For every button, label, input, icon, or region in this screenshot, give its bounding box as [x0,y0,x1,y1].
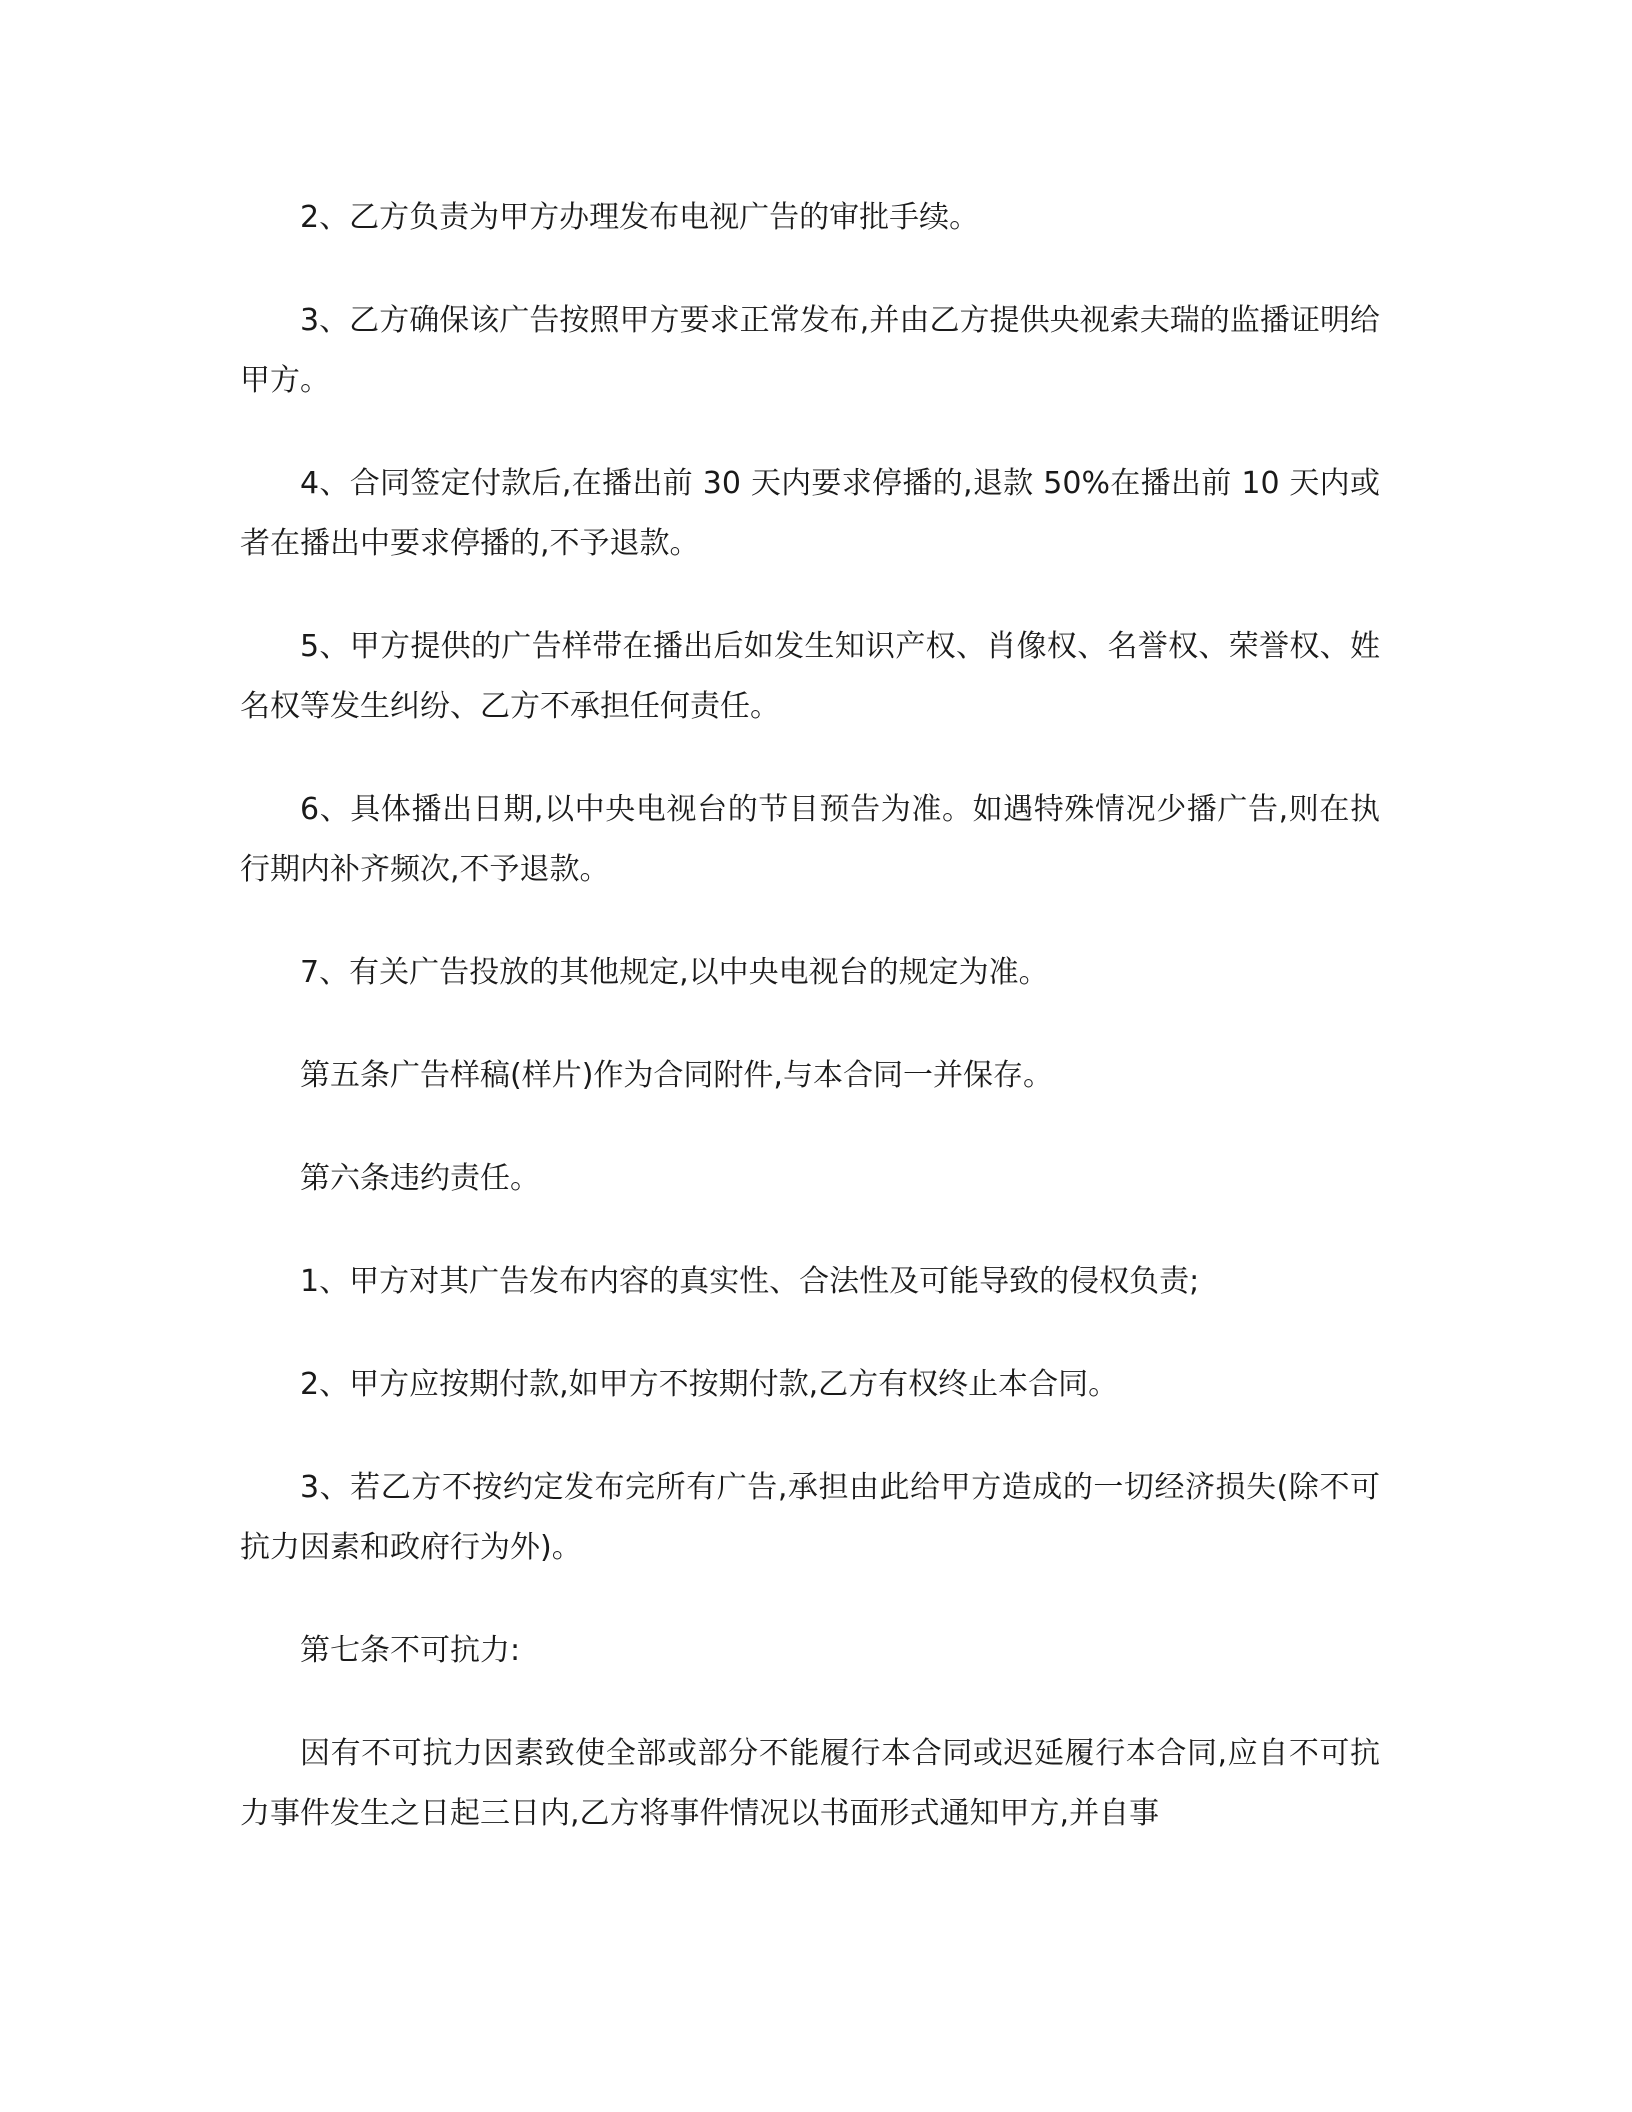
article-6-item-3: 3、若乙方不按约定发布完所有广告,承担由此给甲方造成的一切经济损失(除不可抗力因素和政府行为外)。 [240,1470,1380,1565]
clause-5-liability: 5、甲方提供的广告样带在播出后如发生知识产权、肖像权、名誉权、荣誉权、姓名权等发生纠纷、乙方不承担任何责任。 [240,629,1380,724]
article-6-item-1: 1、甲方对其广告发布内容的真实性、合法性及可能导致的侵权负责; [300,1264,1200,1299]
article-7-body: 因有不可抗力因素致使全部或部分不能履行本合同或迟延履行本合同,应自不可抗力事件发生之日起三日内,乙方将事件情况以书面形式通知甲方,并自事 [240,1736,1380,1831]
clause-4-refund: 4、合同签定付款后,在播出前 30 天内要求停播的,退款 50%在播出前 10 天内或者在播出中要求停播的,不予退款。 [240,466,1380,561]
document-body [240,188,1380,1844]
article-6-item-2: 2、甲方应按期付款,如甲方不按期付款,乙方有权终止本合同。 [300,1367,1119,1402]
clause-7-regulations: 7、有关广告投放的其他规定,以中央电视台的规定为准。 [300,955,1049,990]
clause-2-approval: 2、乙方负责为甲方办理发布电视广告的审批手续。 [300,200,980,235]
article-6-heading: 第六条违约责任。 [300,1161,540,1196]
clause-6-schedule: 6、具体播出日期,以中央电视台的节目预告为准。如遇特殊情况少播广告,则在执行期内补齐频次,不予退款。 [240,792,1380,887]
clause-3-broadcast-proof: 3、乙方确保该广告按照甲方要求正常发布,并由乙方提供央视索夫瑞的监播证明给甲方。 [240,303,1380,398]
article-7-heading: 第七条不可抗力: [300,1633,521,1668]
article-5-attachment: 第五条广告样稿(样片)作为合同附件,与本合同一并保存。 [300,1058,1053,1093]
